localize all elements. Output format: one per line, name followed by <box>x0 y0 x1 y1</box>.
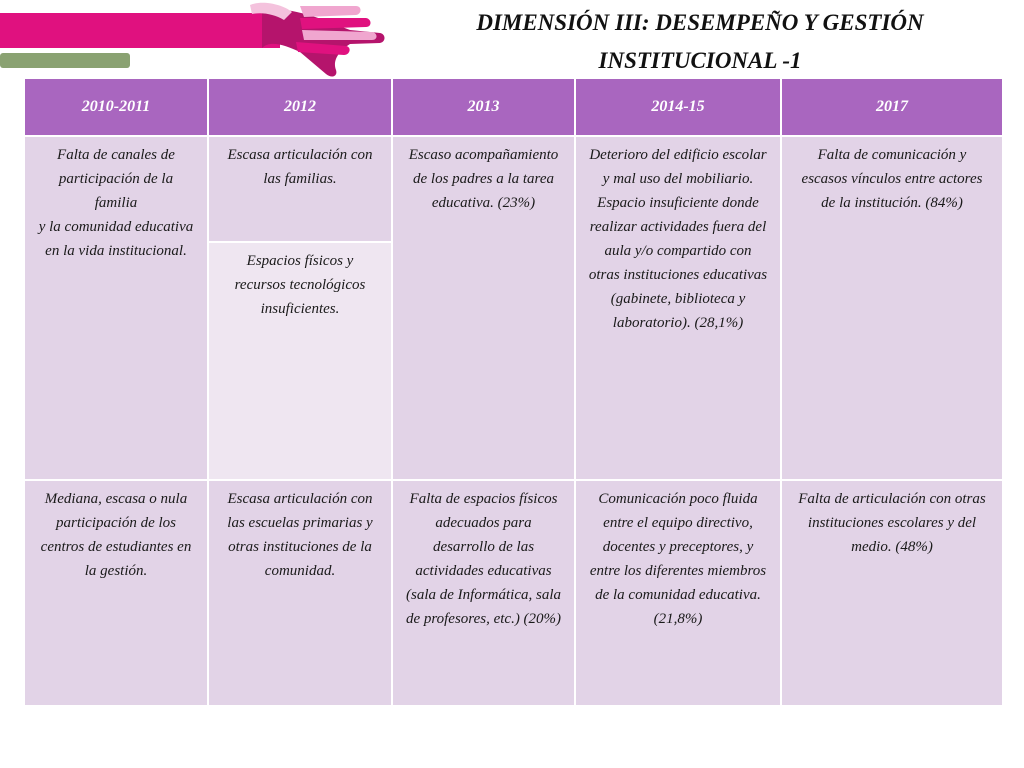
header-2010-2011: 2010-2011 <box>24 78 208 136</box>
page-title <box>400 4 1000 80</box>
header-2013: 2013 <box>392 78 575 136</box>
cell-row2-2010-2011: Mediana, escasa o nula participación de los centros de estudiantes en la gestión. <box>24 480 208 706</box>
logo-finger-2 <box>300 18 371 29</box>
diagnosis-table <box>23 77 1004 707</box>
logo-green-band <box>0 53 130 68</box>
cell-row2-2017: Falta de articulación con otras instituciones escolares y del medio. (48%) <box>781 480 1003 706</box>
cell-row1-2012-b: Espacios físicos y recursos tecnológicos insuficientes. <box>208 242 392 480</box>
logo-finger-1 <box>300 6 361 17</box>
cell-row1-2013: Escaso acompañamiento de los padres a la tarea educativa. (23%) <box>392 136 575 480</box>
cell-row2-2014-15: Comunicación poco fluida entre el equipo directivo, docentes y preceptores, y entre los diferentes miembros de la comunidad educativa. (21,8%) <box>575 480 781 706</box>
cell-text: Falta de canales de participación de la familia <box>57 147 175 211</box>
table-header-row <box>24 78 1003 136</box>
cell-row2-2013: Falta de espacios físicos adecuados para desarrollo de las actividades educativas (sala de Informática, sala de profesores, etc.) (20%) <box>392 480 575 706</box>
cell-text: y la comunidad educativa en la vida institucional. <box>38 219 194 259</box>
cell-row1-2017: Falta de comunicación y escasos vínculos entre actores de la institución. (84%) <box>781 136 1003 480</box>
cell-row1-2012-a: Escasa articulación con las familias. <box>208 136 392 242</box>
table-row <box>24 480 1003 706</box>
header-2017: 2017 <box>781 78 1003 136</box>
logo-finger-3 <box>302 30 377 40</box>
cell-row1-2010-2011 <box>24 136 208 480</box>
logo-magenta-band <box>0 13 280 48</box>
title-line-1: DIMENSIÓN III: DESEMPEÑO Y GESTIÓN <box>476 10 924 35</box>
table-row <box>24 136 1003 242</box>
header-2014-15: 2014-15 <box>575 78 781 136</box>
header-2012: 2012 <box>208 78 392 136</box>
hands-logo-icon <box>0 0 390 82</box>
title-line-2: INSTITUCIONAL -1 <box>598 48 802 73</box>
cell-row1-2014-15: Deterioro del edificio escolar y mal uso del mobiliario. Espacio insuficiente donde realizar actividades fuera del aula y/o compartido con otras instituciones educativas (gabinete, biblioteca y laboratorio). (28,1%) <box>575 136 781 480</box>
cell-row2-2012: Escasa articulación con las escuelas primarias y otras instituciones de la comunidad. <box>208 480 392 706</box>
